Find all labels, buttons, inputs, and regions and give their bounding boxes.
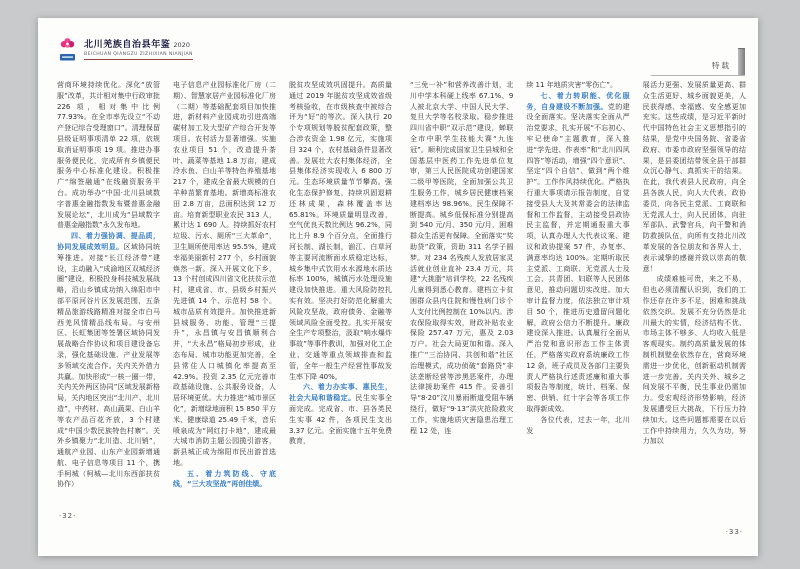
body-text: 成绩难能可贵，来之不易，但也必须清醒认识到，我们的工作还存在许多不足，困难和挑战依然交织。发展不充分仍然是北川最大的实情，经济结构不优、市场主体不够多、人均收入低是客观现实。制约高质量发展的体制机制壁垒依然存在，营商环境需进一步优化，创新驱动机制需进一步完善。关内关外、城乡之间发展不平衡，民生事业仍需加力。受宏观经济形势影响，经济发展遭受巨大挑战，下行压力持续加大。这些问题都需要在以后工作中持续用力，久久为功，努力加以 <box>642 275 746 446</box>
paragraph <box>410 80 513 436</box>
paragraph <box>289 80 392 382</box>
section-heading: 四、着力强协调、提品质，协同发展成效明显。 <box>57 232 160 251</box>
yearbook-title-block <box>84 37 193 60</box>
text-column <box>57 80 160 520</box>
body-text: 营商环境持续优化。深化“放管服”改革，共计相对集中行政审批 226 项，相对集中比例 77.93%。在全市率先设立“不动产登记综合受理窗口”。清理保留县级证明事项清单 22 项，依规取消证明事项 19 项。推进办事服务便民化，完成所有乡镇便民服务中心标准化建设。积极推广“绵签融通”在线融资服务平台。成功举办“中国·北川县域数字普惠金融指数发布暨普惠金融发展论坛”，北川成为“县域数字普惠金融指数”永久发布地。 <box>57 81 160 230</box>
paragraph <box>173 469 276 491</box>
text-column <box>526 80 629 520</box>
left-page <box>38 18 398 556</box>
section-tab-bar <box>738 48 745 75</box>
paragraph <box>289 382 392 447</box>
body-text: 区域协同统筹推进。对接“长江经济带”建设，主动融入“成渝地区双城经济圈”建设，积极投身科技城发展战略，沿山乡镇成功纳入绵阳市中部平原河谷片区发展范围，五条精品旅游线路精准对接全市白马西羌风情精品线布局。与安州区、长虹集团等签署区域协同发展战略合作协议和项目建设备忘录，强化基础设施、产业发展等多领域交流合作。关内关外借力共赢。加快形成“一核一圈一带，关内关外两区协同”区域发展新格局，关内地区突出“北川产、北川造”，中药材、高山蔬果、白山羊等农产品百花齐放，3 个村建成“中国少数民族特色村寨”。关外乡镇聚力“北川造、北川销”，通航产业园、山东产业园新增通航、电子信息等项目 11 个，携手柯城（柯城—北川东西部扶贫协作） <box>57 242 160 489</box>
paragraph <box>526 91 629 415</box>
yearbook-year: 2020 <box>173 41 190 49</box>
text-column <box>410 80 513 520</box>
text-column <box>289 80 392 520</box>
section-heading: 五、着力筑防线、守底线，“三大攻坚战”再创佳绩。 <box>173 469 276 489</box>
yearbook-logo-flower-icon <box>57 37 78 64</box>
right-page-columns <box>410 80 746 520</box>
right-page <box>398 18 758 556</box>
paragraph <box>643 80 746 274</box>
left-page-columns <box>57 80 392 520</box>
body-text: 脱贫攻坚成效巩固提升。高质量通过 2019 年脱贫攻坚成效省级考核验收，在市级核查中被综合评为“好”的等次。深入执行 20 个专项规划等脱贫配套政策，整合涉农资金 1.98 亿元，实施项目 324 个，农村基础条件显著改善。发展壮大农村集体经济，全县集体经济实现收入 6 800 万元。生态环境质量节节攀高。强化生态保护修复，持续巩固退耕还林成果，森林覆盖率达 65.81%。环境质量明显改善，空气优良天数比例达 96.2%，同比上升 8.9 个百分点，全面推行河长制、湖长制，湔江、白草河等主要河流断面水质稳定达标，城乡集中式饮用水水源地水质达标率 100%，城镇污水处理设施建设加快推进。重大风险防控扎实有效。坚决打好防范化解重大风险攻坚战，政府债务、金融等领域风险全面受控。扎实开展安全生产专项整治，汲取“响水爆炸事故”等事件教训，加强对化工企业、交通等重点领域排查和监管，全年一般生产经营性事故发生率下降 40%。 <box>289 81 392 381</box>
section-heading: 七、着力转职能、优化服务，自身建设不断加强。 <box>526 91 630 111</box>
page-header <box>57 37 193 64</box>
body-text: 电子信息产业园标准化厂房（二期）、智慧家居产业园标准化厂房（二期）等基础配套项目加快推进，新材料产业园成功引进高端碳材加工及大型矿产综合开发等项目。农村活力显著增强。实施农业项目 51 个，改造提升茶叶、蔬菜等基地 1.8 万亩，建成冷水鱼、白山羊等特色养殖基地 217 个，建成全省最大规模的白羊种苗繁育基地。新增高标准农田 2.8 万亩，总面积达到 12 万亩。培育新型职业农民 313 人，累计达 1 690 人。持续抓好农村垃圾、污水、厕所“三大革命”，卫生厕所使用率达 95.5%，建成幸福美丽新村 277 个，乡村面貌焕然一新。深入开展文化下乡，13 个村创成四川省文化扶贫示范村，建成省、市、县级乡村振兴先进镇 14 个、示范村 58 个。城市品质有效提升。加快推进新县城服务、功能、管理“三提升”，永昌镇与安昌镇顺利合并，“大永昌”格局初步形成，业态布局、城市功能更加完善，全县常住人口城镇化率提高至 42.9%。投资 2.35 亿元完善市政基础设施、公共服务设备，人居环境更优。大力推进“城市景区化”，新增绿地面积 15 850 平方米、健康绿道 25.49 千米，音乐喷泉成为“网红打卡地”，建成最大城市消防主题公园揽引游客，新县城正成为绵阳市民出游首选地。 <box>173 81 276 467</box>
yearbook-title: 北川羌族自治县年鉴 <box>84 40 171 50</box>
paragraph <box>57 80 160 231</box>
text-column <box>173 80 276 520</box>
body-text: 各位代表，过去一年，北川发 <box>526 415 630 435</box>
section-tab-label: 特载 <box>712 61 731 70</box>
body-text: 续 11 年地质灾害“零伤亡”。 <box>526 81 617 89</box>
page-number-left: ·32· <box>59 512 77 520</box>
yearbook-spread <box>38 18 758 556</box>
paragraph <box>643 274 746 447</box>
body-text: “三免一补”和营养改善计划，北川中学本科硬上线率 67.1%、9 人被北京大学、中国人民大学、复旦大学等名校录取。稳步推进四川省中职“双示范”建设，蝉联全市中职学生技能大赛“九连冠”。顺利完成国家卫生县城和全国基层中医药工作先进单位复审，第三人民医院成功创建国家二级甲等医院，全面加强公共卫生服务工作，城乡居民健康档案建档率达 98.96%。民生保障不断提高。城乡低保标准分别提高到 540 元/月、350 元/月，困难群众生活更有保障。全面落实“奖助贷”政策，资助 311 名学子圆梦。对 234 名残疾人发放居家灵活就业创业直补 23.4 万元，共建“大挑脂”培训学校，22 名残疾儿童得到悉心教育。建档立卡贫困群众县内住院和慢性病门诊个人支付比例控制在 10%以内。涉农保险取得实效，财政补贴农业保险 257.47 万元，惠及 2.03 万户。社会大局更加和谐。深入推广“三治协同、共创和谐”社区治理模式，成功侦破“套路贷”非法垄断经营等涉黑恶案件，办理法律援助案件 415 件。妥善引导“8·20”汶川暴雨断道受阻车辆绕行，做好“9·13”洪灾抢险救灾工作，实施地质灾害隐患治理工程 12 处，连 <box>410 81 514 435</box>
paragraph <box>57 231 160 490</box>
body-text: 党的建设全面落实。坚决落实全面从严治党要求，扎实开展“不忘初心、牢记使命”主题教育，深入推进“学先进、作表率”和“北川四风四答”等活动，增强“四个意识”、坚定“四个自信”、做到“两个维护”。工作作风持续优化。严格执行重大事项请示报告制度，自觉接受县人大及其常委会的法律监督和工作监督，主动接受县政协民主监督，并定期通报重大事项，认真办理人大代表议案、建议和政协提案 57 件，办复率、满意率均达 100%。定期听取民主党派、工商联、无党派人士及工会、共青团、妇联等人民团体意见，推动问题切实改进。加大审计监督力度，依法独立审计项目 50 个，推进历史遗留问题化解，政府公信力不断提升。廉政建设深入推进。认真履行全面从严治党和意识形态工作主体责任，严格落实政府系统廉政工作 12 条，班子成员及各部门主要负责人严格执行述责述廉和重大事项报告等制度，统计、档案、保密、供销、红十字会等各项工作取得新成效。 <box>526 102 630 413</box>
body-text: 展活力更强、发展质量更高、群众生活更好、城乡面貌更美，人民获得感、幸福感、安全感更加充实。这些成绩，是习近平新时代中国特色社会主义思想指引的结果，是党中央国务院、省委省政府、市委市政府坚强领导的结果，是县委团结带领全县干部群众沉心静气、真抓实干的结果。在此，我代表县人民政府，向全县各族人民，向人大代表、政协委员，向各民主党派、工商联和无党派人士，向人民团体，向驻军部队、武警官兵，向干警和消防救援队伍，向所有支持北川改革发展的各位朋友和各界人士，表示诚挚的感谢并致以崇高的敬意！ <box>642 81 746 273</box>
paragraph <box>526 415 629 437</box>
yearbook-subtitle: BEICHUAN QIANGZU ZIZHIXIAN NIANJIAN <box>84 52 193 60</box>
body-text: 民生实事全面完成。完成省、市、县各类民生实事 42 件，各项民生支出 3.37 亿元。全面实施十五年免费教育， <box>289 394 392 446</box>
page-number-right: ·33· <box>725 528 743 536</box>
section-heading: 六、着力办实事、惠民生，社会大局和谐稳定。 <box>289 383 392 403</box>
text-column <box>643 80 746 520</box>
paragraph <box>173 80 276 469</box>
section-tab <box>651 44 745 76</box>
paragraph <box>526 80 629 91</box>
